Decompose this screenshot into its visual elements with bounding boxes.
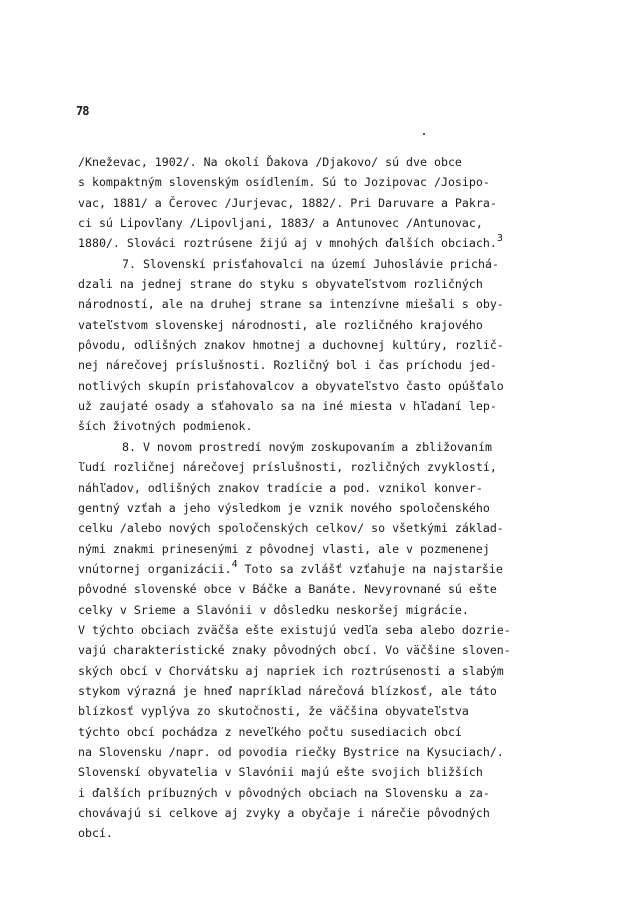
text-line — [78, 701, 598, 721]
line-text: celku /alebo nových spoločenských celkov/ so všetkými základ- — [78, 521, 504, 536]
line-text: celky v Srieme a Slavónii v dôsledku neskoršej migrácie. — [78, 602, 469, 617]
text-line — [78, 315, 598, 335]
text-line — [78, 355, 598, 375]
footnote-marker: 4 — [231, 558, 238, 570]
line-text: nými znakmi prinesenými z pôvodnej vlasti, ale v pozmenenej — [78, 541, 490, 556]
text-line — [78, 193, 598, 213]
line-text: ci sú Lipovľany /Lipovljani, 1883/ a Antunovec /Antunovac, — [78, 216, 483, 231]
text-line — [78, 783, 598, 803]
line-text: pôvodu, odlišných znakov hmotnej a duchovnej kultúry, rozlič- — [78, 338, 504, 353]
text-line — [78, 640, 598, 660]
line-text: /Kneževac, 1902/. Na okolí Ďakova /Djakovo/ sú dve obce — [78, 155, 462, 169]
print-speck — [423, 133, 425, 135]
text-line — [78, 742, 598, 762]
text-line — [78, 579, 598, 599]
line-text: vajú charakteristické znaky pôvodných obcí. Vo väčšine sloven- — [78, 643, 511, 658]
line-text: V týchto obciach zväčša ešte existujú vedľa seba alebo dozrie- — [78, 622, 511, 637]
page-number: 78 — [76, 104, 89, 118]
line-text: 8. V novom prostredí novým zoskupovaním a zbližovaním — [122, 439, 492, 454]
text-line — [78, 661, 598, 681]
text-line — [78, 416, 598, 436]
body-text — [78, 152, 598, 844]
line-text: 7. Slovenskí prisťahovalci na území Juhoslávie prichá- — [122, 256, 499, 271]
text-line — [78, 681, 598, 701]
line-text: Slovenskí obyvatelia v Slavónii majú ešte svojich bližších — [78, 765, 483, 780]
line-text: ších životných podmienok. — [78, 419, 253, 434]
text-line — [78, 803, 598, 823]
line-text: blízkosť vyplýva zo skutočnosti, že väčšina obyvateľstva — [78, 704, 469, 719]
text-line — [78, 518, 598, 538]
line-text: pôvodné slovenské obce v Báčke a Banáte. Nevyrovnané sú ešte — [78, 582, 497, 597]
text-line — [78, 172, 598, 192]
line-text: nej nárečovej príslušnosti. Rozličný bol i čas príchodu jed- — [78, 358, 497, 373]
line-text: týchto obcí pochádza z neveľkého počtu susediacich obcí — [78, 724, 462, 739]
line-text: vateľstvom slovenskej národnosti, ale rozličného krajového — [78, 317, 483, 332]
line-text: ských obcí v Chorvátsku aj napriek ich roztrúsenosti a slabým — [78, 663, 504, 678]
text-line — [78, 600, 598, 620]
line-text: i ďalších príbuzných v pôvodných obciach na Slovensku a za- — [78, 785, 490, 800]
text-line — [78, 213, 598, 233]
line-text: náhľadov, odlišných znakov tradície a pod. vznikol konver- — [78, 480, 483, 495]
line-text: notlivých skupín prisťahovalcov a obyvateľstvo často opúšťalo — [78, 378, 504, 393]
text-line — [78, 396, 598, 416]
line-text: na Slovensku /napr. od povodia riečky Bystrice na Kysuciach/. — [78, 744, 504, 759]
text-line — [78, 233, 598, 253]
line-text: s kompaktným slovenským osídlením. Sú to Jozipovac /Josipo- — [78, 175, 490, 190]
line-text: gentný vzťah a jeho výsledkom je vznik nového spoločenského — [78, 500, 490, 515]
text-line — [78, 437, 598, 457]
text-line — [78, 823, 598, 843]
footnote-marker: 3 — [496, 233, 503, 245]
line-text: vnútornej organizácii. — [78, 561, 232, 576]
line-text: obcí. — [78, 826, 113, 841]
line-text: 1880/. Slováci roztrúsene žijú aj v mnohých ďalších obciach. — [78, 236, 497, 251]
text-line — [78, 294, 598, 314]
text-line — [78, 274, 598, 294]
text-line — [78, 559, 598, 579]
line-text: dzali na jednej strane do styku s obyvateľstvom rozličných — [78, 277, 483, 292]
line-text-continued: Toto sa zvlášť vzťahuje na najstaršie — [237, 561, 503, 576]
text-line — [78, 498, 598, 518]
line-text: národností, ale na druhej strane sa intenzívne miešali s oby- — [78, 297, 504, 312]
line-text: vac, 1881/ a Čerovec /Jurjevac, 1882/. Pri Daruvare a Pakra- — [78, 195, 497, 210]
text-line — [78, 254, 598, 274]
text-line — [78, 335, 598, 355]
text-line — [78, 620, 598, 640]
line-text: stykom výrazná je hneď napríklad nárečová blízkosť, ale táto — [78, 683, 497, 698]
line-text: ľudí rozličnej nárečovej príslušnosti, rozličných zvyklostí, — [78, 460, 497, 475]
text-line — [78, 722, 598, 742]
line-text: chovávajú si celkove aj zvyky a obyčaje i nárečie pôvodných — [78, 806, 490, 820]
text-line — [78, 152, 598, 172]
text-line — [78, 457, 598, 477]
text-line — [78, 762, 598, 782]
text-line — [78, 539, 598, 559]
line-text: už zaujaté osady a sťahovalo sa na iné miesta v hľadaní lep- — [78, 399, 497, 414]
text-line — [78, 478, 598, 498]
text-line — [78, 376, 598, 396]
